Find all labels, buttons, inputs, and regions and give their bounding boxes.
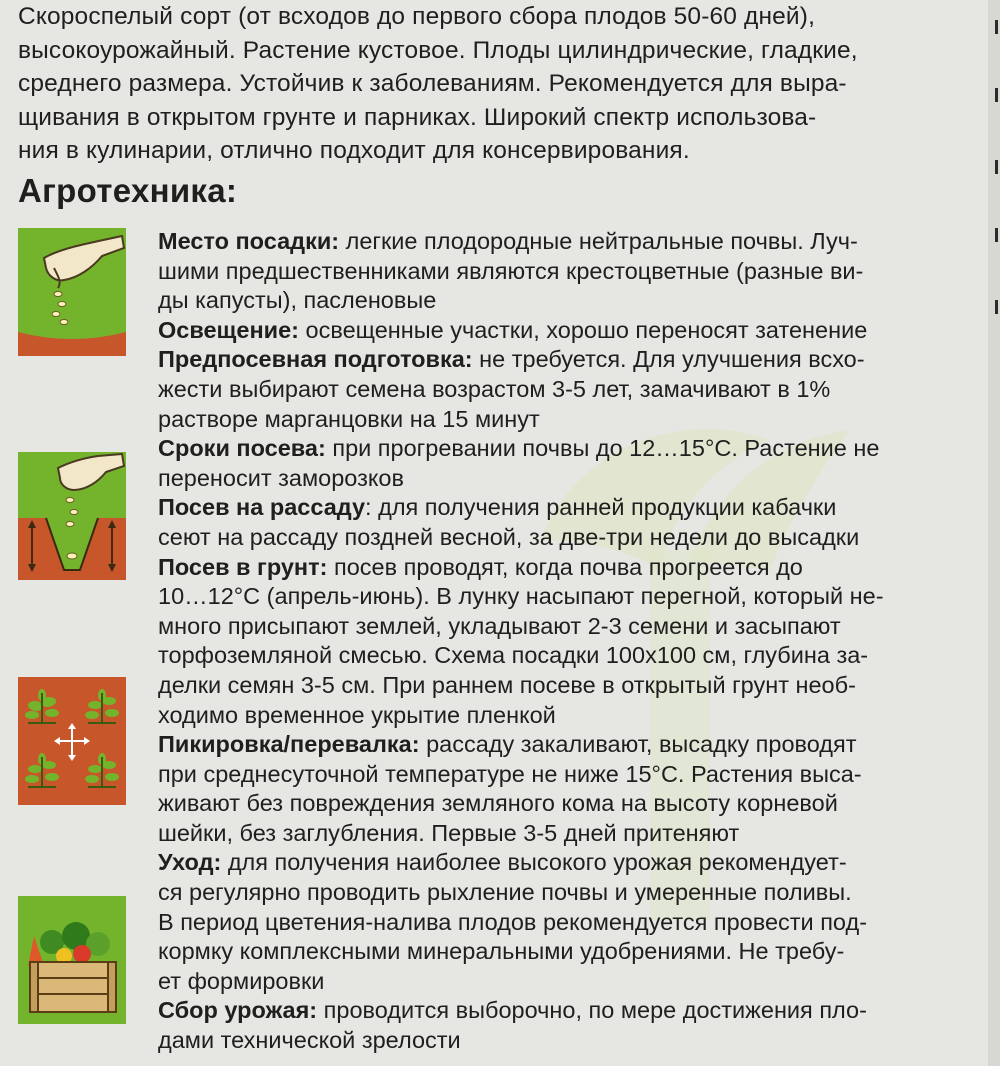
body-line xyxy=(158,730,990,760)
variety-description xyxy=(18,0,986,168)
section-text: жести выбирают семена возрастом 3-5 лет, замачивают в 1% xyxy=(158,375,831,402)
body-line xyxy=(158,582,990,612)
section-text: не требуется. Для улучшения всхо- xyxy=(472,346,865,373)
section-text: делки семян 3-5 см. При раннем посеве в открытый грунт необ- xyxy=(158,671,856,698)
section-text: растворе марганцовки на 15 минут xyxy=(158,405,540,432)
agrotechnics-heading: Агротехника: xyxy=(18,172,238,209)
body-line xyxy=(158,493,990,523)
section-text: В период цветения-налива плодов рекомендуется провести под- xyxy=(158,908,868,935)
section-label: Место посадки: xyxy=(158,228,340,254)
body-line xyxy=(158,878,990,908)
body-line xyxy=(158,967,990,997)
section-label: Пикировка/перевалка: xyxy=(158,731,420,758)
section-text: рассаду закаливают, высадку проводят xyxy=(419,731,857,758)
section-text: шейки, без заглубления. Первые 3-5 дней притеняют xyxy=(158,819,740,846)
section-text: переносит заморозков xyxy=(158,464,404,491)
body-line xyxy=(158,553,990,583)
edge-mark xyxy=(995,88,998,102)
edge-mark xyxy=(995,20,998,34)
section-text: освещенные участки, хорошо переносят затенение xyxy=(299,316,868,343)
body-line xyxy=(158,227,990,257)
hand-sowing-icon xyxy=(18,228,126,356)
body-line xyxy=(158,523,990,553)
body-line xyxy=(158,464,990,494)
body-line xyxy=(158,612,990,642)
section-text: ходимо временное укрытие пленкой xyxy=(158,701,556,728)
plant-spacing-icon xyxy=(18,677,126,805)
agrotechnics-body xyxy=(158,227,990,1056)
vegetable-crate-icon xyxy=(18,896,126,1024)
section-label: Сбор урожая: xyxy=(158,997,318,1024)
body-line xyxy=(158,405,990,435)
section-text: проводится выборочно, по мере достижения пло- xyxy=(317,997,867,1024)
edge-mark xyxy=(995,228,998,242)
body-line xyxy=(158,434,990,464)
intro-line: среднего размера. Устойчив к заболеваниям. Рекомендуется для выра- xyxy=(18,70,847,97)
body-line xyxy=(158,1026,990,1056)
body-line xyxy=(158,316,990,346)
section-text: при среднесуточной температуре не ниже 15°С. Растения выса- xyxy=(158,760,862,787)
body-line xyxy=(158,789,990,819)
body-line xyxy=(158,937,990,967)
section-label: Освещение: xyxy=(158,316,299,343)
section-text: для получения наиболее высокого урожая рекомендует- xyxy=(221,849,847,876)
intro-line: щивания в открытом грунте и парниках. Широкий спектр использова- xyxy=(18,103,817,131)
intro-line: Скороспелый сорт (от всходов до первого сбора плодов 50-60 дней), xyxy=(18,3,816,30)
section-label: Предпосевная подготовка: xyxy=(158,346,473,373)
section-text: ет формировки xyxy=(158,967,325,994)
body-line xyxy=(158,375,990,405)
section-text: торфоземляной смесью. Схема посадки 100х100 см, глубина за- xyxy=(158,642,869,669)
body-line xyxy=(158,819,990,849)
section-text: живают без повреждения земляного кома на высоту корневой xyxy=(158,790,838,817)
body-line xyxy=(158,671,990,701)
section-text: много присыпают землей, укладывают 2-3 семени и засыпают xyxy=(158,612,841,639)
edge-mark xyxy=(995,160,998,174)
body-line xyxy=(158,996,990,1026)
body-line xyxy=(158,345,990,375)
body-line xyxy=(158,257,990,287)
section-text: легкие плодородные нейтральные почвы. Луч- xyxy=(339,228,858,254)
body-line xyxy=(158,908,990,938)
section-text: ся регулярно проводить рыхление почвы и умеренные поливы. xyxy=(158,879,852,906)
section-text: дами технической зрелости xyxy=(158,1027,461,1054)
section-label: Уход: xyxy=(158,849,222,876)
section-label: Посев на рассаду xyxy=(158,494,366,521)
section-text: 10…12°С (апрель-июнь). В лунку насыпают перегной, который не- xyxy=(158,583,884,610)
section-text: посев проводят, когда почва прогреется до xyxy=(327,553,803,580)
intro-line: ния в кулинарии, отлично подходит для консервирования. xyxy=(18,137,690,164)
section-text: : для получения ранней продукции кабачки xyxy=(365,494,837,521)
section-text: кормку комплексными минеральными удобрениями. Не требу- xyxy=(158,938,845,965)
section-label: Посев в грунт: xyxy=(158,553,328,580)
section-label: Сроки посева: xyxy=(158,435,326,462)
section-text: сеют на рассаду поздней весной, за две-три недели до высадки xyxy=(158,523,860,550)
body-line xyxy=(158,760,990,790)
edge-mark xyxy=(995,300,998,314)
body-line xyxy=(158,701,990,731)
section-text: при прогревании почвы до 12…15°С. Растение не xyxy=(325,435,880,462)
section-text: шими предшественниками являются крестоцветные (разные ви- xyxy=(158,257,864,284)
intro-line: высокоурожайный. Растение кустовое. Плоды цилиндрические, гладкие, xyxy=(18,36,858,64)
body-line xyxy=(158,286,990,316)
body-line xyxy=(158,848,990,878)
body-line xyxy=(158,641,990,671)
section-text: ды капусты), пасленовые xyxy=(158,287,437,314)
seed-planting-depth-icon xyxy=(18,452,126,580)
